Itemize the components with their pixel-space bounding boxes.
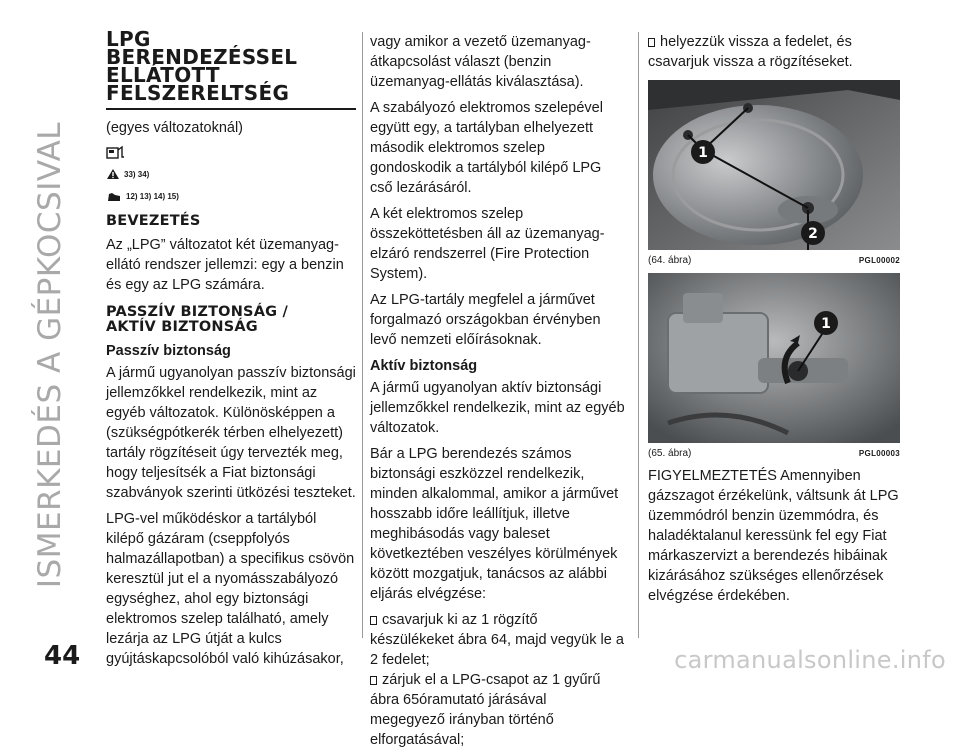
column-divider-2	[638, 32, 639, 638]
column-1	[106, 27, 356, 675]
tank-cover-illustration	[648, 80, 900, 250]
passive-safety-title: Passzív biztonság	[106, 343, 231, 359]
section-title: LPG BERENDEZÉSSEL ELLÁTOTT FELSZERELTSÉG	[106, 30, 356, 110]
caution-hand-icon	[106, 190, 122, 202]
watermark: carmanualsonline.info	[674, 646, 946, 674]
passive-paragraph-2: LPG-vel működéskor a tartályból kilépő gázáram (cseppfolyós halmazállapotban) a specifikus csövön keresztül jut el a nyomásszabályozó egységhez, ahol egy biztonsági elektromos szelep található, amely lezárja az LPG útját a kulcs gyújtáskapcsolóból való kihúzásakor,	[106, 511, 355, 667]
figure-64-caption	[648, 253, 900, 267]
figure-65-caption	[648, 446, 900, 460]
figure-64-label: (64. ábra)	[648, 254, 692, 266]
passive-paragraph-1: A jármű ugyanolyan passzív biztonsági jellemzőkkel rendelkezik, mint az egyéb változatok. Különösképpen a (szükségpótkerék térben elhelyezett) tartály rögzítéseit úgy tervezték meg, hogy teljesítsék a Fiat biztonsági szabványok szerinti ütközési teszteket.	[106, 365, 356, 501]
bullet-text-2: zárjuk el a LPG-csapot az 1 gyűrű ábra 65óramutató járásával megegyező irányban történő elforgatásával;	[370, 672, 601, 748]
warning-refs-row-1	[106, 166, 356, 182]
page-number: 44	[44, 641, 81, 671]
bullet-item-1	[370, 610, 625, 670]
caution-refs-row	[106, 188, 356, 204]
lpg-fuel-icon	[106, 145, 126, 159]
active-paragraph-1: A jármű ugyanolyan aktív biztonsági jellemzőkkel rendelkezik, mint az egyéb változatok.	[370, 380, 625, 436]
lpg-tank-cover-photo	[648, 80, 900, 250]
paragraph-fire-protection: A két elektromos szelep összeköttetésben áll az üzemanyag-elzáró rendszerrel (Fire Protection System).	[370, 206, 605, 282]
warning-triangle-icon	[106, 168, 120, 180]
bullet-square-icon	[370, 616, 377, 625]
paragraph-regulations: Az LPG-tartály megfelel a járművet forgalmazó országokban érvényben levő nemzeti előírásoknak.	[370, 292, 601, 348]
bullet-text-3: helyezzük vissza a fedelet, és csavarjuk vissza a rögzítéseket.	[648, 34, 853, 70]
paragraph-valves: A szabályozó elektromos szelepével együtt egy, a tartályban elhelyezett második elektromos szelep gondoskodik a tartályból kilépő LPG cső lezárásáról.	[370, 100, 603, 196]
warning-paragraph: FIGYELMEZTETÉS Amennyiben gázszagot érzékelünk, váltsunk át LPG üzemmódról benzin üzemmódra, és haladéktalanul keressünk fel egy Fiat márkaszervizt a berendezés hibáinak kizárásához szükséges ellenőrzések elvégzése érdekében.	[648, 468, 899, 604]
column-divider-1	[362, 32, 363, 638]
callout-2-label: 2	[808, 226, 818, 242]
valve-illustration	[648, 273, 900, 443]
lpg-valve-photo	[648, 273, 900, 443]
heading-introduction: BEVEZETÉS	[106, 213, 201, 229]
bullet-item-3	[648, 32, 900, 72]
figure-64	[648, 80, 900, 267]
intro-paragraph: Az „LPG” változatot két üzemanyag-ellátó rendszer jellemzi: egy a benzin és egy az LPG számára.	[106, 237, 344, 293]
lpg-logo-row	[106, 144, 356, 160]
bullet-square-icon	[370, 676, 377, 685]
variant-note: (egyes változatoknál)	[106, 120, 244, 136]
figure-64-code: PGL00002	[858, 255, 900, 265]
caution-references: 12) 13) 14) 15)	[126, 191, 179, 201]
callout-1-label: 1	[698, 145, 708, 161]
figure-65-label: (65. ábra)	[648, 447, 692, 459]
callout-1-label: 1	[821, 316, 831, 332]
warning-references: 33) 34)	[124, 169, 150, 179]
paragraph-continued: vagy amikor a vezető üzemanyag-átkapcsolást választ (benzin üzemanyag-ellátás kiválasztása).	[370, 34, 591, 90]
column-2	[370, 32, 625, 750]
chapter-title: ISMERKEDÉS A GÉPKOCSIVAL	[32, 121, 68, 589]
bullet-square-icon	[648, 38, 655, 47]
bullet-item-2	[370, 670, 625, 750]
figure-65	[648, 273, 900, 460]
column-3	[648, 32, 900, 612]
active-paragraph-2: Bár a LPG berendezés számos biztonsági eszközzel rendelkezik, minden alkalommal, amikor a járművet hosszabb időre leállítjuk, illetve meghibásodás vagy baleset következtében veszélyes körülmények között mozgatjuk, tanácsos az alábbi eljárás elvégzése:	[370, 446, 619, 602]
bullet-text-1: csavarjuk ki az 1 rögzítő készülékeket ábra 64, majd vegyük le a 2 fedelet;	[370, 612, 624, 668]
figure-65-code: PGL00003	[858, 448, 900, 458]
active-safety-title: Aktív biztonság	[370, 358, 478, 374]
heading-safety: PASSZÍV BIZTONSÁG / AKTÍV BIZTONSÁG	[106, 304, 288, 335]
